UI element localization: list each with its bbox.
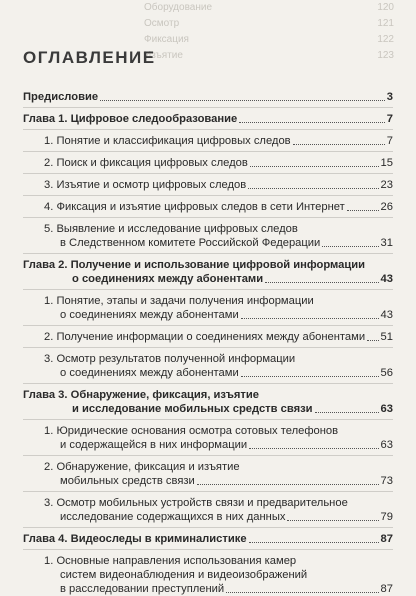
section-text: 1. Основные направления использования камер xyxy=(44,555,297,567)
divider xyxy=(23,419,393,420)
leader-dots xyxy=(347,210,379,211)
ghost-line: Фиксация 122 xyxy=(144,34,394,45)
page-number: 26 xyxy=(380,201,393,213)
page-number: 7 xyxy=(386,113,393,125)
leader-dots xyxy=(241,318,379,319)
toc-section[interactable] xyxy=(23,178,393,192)
section-text: 2. Получение информации о соединениях между абонентами xyxy=(44,331,366,343)
section-text: 2. Поиск и фиксация цифровых следов xyxy=(44,157,248,169)
toc-section[interactable] xyxy=(23,424,393,452)
leader-dots xyxy=(315,412,379,413)
leader-dots xyxy=(241,376,379,377)
toc-title: ОГЛАВЛЕНИЕ xyxy=(23,48,156,67)
chapter-title: Глава 4. Видеоследы в криминалистике xyxy=(23,533,247,545)
section-text: 1. Понятие, этапы и задачи получения информации xyxy=(44,295,314,307)
section-text-cont: о соединениях между абонентами xyxy=(60,309,239,321)
section-text: 1. Понятие и классификация цифровых следов xyxy=(44,135,291,147)
section-text: 3. Осмотр мобильных устройств связи и предварительное xyxy=(44,497,348,509)
page-number: 31 xyxy=(380,237,393,249)
divider xyxy=(23,383,393,384)
divider xyxy=(23,195,393,196)
entry-text: Предисловие xyxy=(23,91,99,103)
page-number: 87 xyxy=(380,533,393,545)
section-text: 4. Фиксация и изъятие цифровых следов в сети Интернет xyxy=(44,201,345,213)
leader-dots xyxy=(248,188,378,189)
section-text: 3. Изъятие и осмотр цифровых следов xyxy=(44,179,247,191)
chapter-title-cont: и исследование мобильных средств связи xyxy=(72,403,313,415)
toc-section[interactable] xyxy=(23,330,393,344)
toc-section[interactable] xyxy=(23,294,393,322)
divider xyxy=(23,253,393,254)
divider xyxy=(23,325,393,326)
chapter-title-cont: о соединениях между абонентами xyxy=(72,273,264,285)
toc-section[interactable] xyxy=(23,200,393,214)
section-text-cont: о соединениях между абонентами xyxy=(60,367,239,379)
divider xyxy=(23,347,393,348)
page-number: 43 xyxy=(380,309,393,321)
leader-dots xyxy=(293,144,385,145)
chapter-title: Глава 1. Цифровое следообразование xyxy=(23,113,238,125)
page-number: 7 xyxy=(386,135,393,147)
leader-dots xyxy=(226,592,378,593)
toc-section[interactable] xyxy=(23,134,393,148)
toc-chapter-2[interactable] xyxy=(23,258,393,286)
leader-dots xyxy=(239,122,385,123)
toc-section[interactable] xyxy=(23,554,393,596)
divider xyxy=(23,527,393,528)
divider xyxy=(23,549,393,550)
page-number: 23 xyxy=(380,179,393,191)
leader-dots xyxy=(250,166,379,167)
ghost-line: Оборудование 120 xyxy=(144,2,394,13)
toc-section[interactable] xyxy=(23,222,393,250)
toc-entry-preface[interactable] xyxy=(23,90,393,104)
ghost-line: Изъятие 123 xyxy=(144,50,394,61)
page-number: 43 xyxy=(380,273,393,285)
page-number: 15 xyxy=(380,157,393,169)
page-number: 3 xyxy=(386,91,393,103)
section-text: 5. Выявление и исследование цифровых следов xyxy=(44,223,298,235)
page-number: 51 xyxy=(380,331,393,343)
divider xyxy=(23,151,393,152)
section-text: 3. Осмотр результатов полученной информации xyxy=(44,353,296,365)
toc-section[interactable] xyxy=(23,156,393,170)
section-text-cont: в расследовании преступлений xyxy=(60,583,225,595)
toc-section[interactable] xyxy=(23,496,393,524)
toc-section[interactable] xyxy=(23,460,393,488)
page-number: 87 xyxy=(380,583,393,595)
leader-dots xyxy=(367,340,378,341)
chapter-title: Глава 2. Получение и использование цифровой информации xyxy=(23,259,366,271)
section-text: 2. Обнаружение, фиксация и изъятие xyxy=(44,461,240,473)
divider xyxy=(23,217,393,218)
toc-chapter-1[interactable] xyxy=(23,112,393,126)
toc-chapter-4[interactable] xyxy=(23,532,393,546)
section-text-cont: и содержащейся в них информации xyxy=(60,439,248,451)
toc-chapter-3[interactable] xyxy=(23,388,393,416)
divider xyxy=(23,107,393,108)
section-text-cont: в Следственном комитете Российской Федерации xyxy=(60,237,321,249)
section-text-cont: исследование содержащихся в них данных xyxy=(60,511,286,523)
chapter-title: Глава 3. Обнаружение, фиксация, изъятие xyxy=(23,389,259,401)
leader-dots xyxy=(100,100,385,101)
section-text-cont: мобильных средств связи xyxy=(60,475,195,487)
page-number: 63 xyxy=(380,439,393,451)
page-number: 73 xyxy=(380,475,393,487)
page-number: 63 xyxy=(380,403,393,415)
section-text: 1. Юридические основания осмотра сотовых телефонов xyxy=(44,425,339,437)
leader-dots xyxy=(287,520,378,521)
leader-dots xyxy=(197,484,379,485)
leader-dots xyxy=(249,542,379,543)
page-number: 79 xyxy=(380,511,393,523)
divider xyxy=(23,491,393,492)
divider xyxy=(23,173,393,174)
section-text-cont: систем видеонаблюдения и видеоизображений xyxy=(60,569,308,581)
leader-dots xyxy=(249,448,378,449)
toc-section[interactable] xyxy=(23,352,393,380)
page-number: 56 xyxy=(380,367,393,379)
divider xyxy=(23,289,393,290)
divider xyxy=(23,129,393,130)
leader-dots xyxy=(265,282,378,283)
divider xyxy=(23,455,393,456)
table-of-contents xyxy=(23,48,393,596)
ghost-line: Осмотр 121 xyxy=(144,18,394,29)
leader-dots xyxy=(322,246,378,247)
